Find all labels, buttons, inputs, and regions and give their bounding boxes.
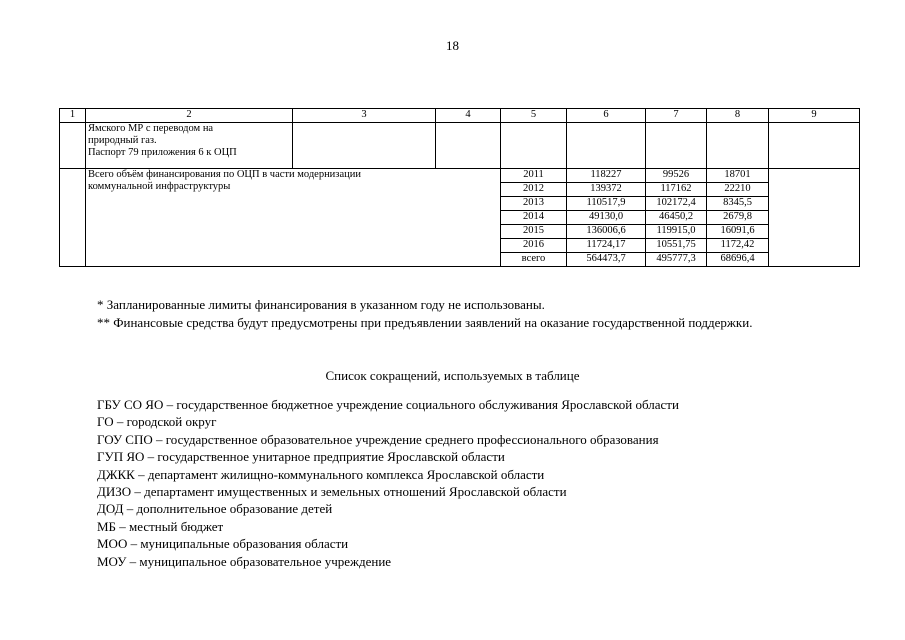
value-cell: 1172,42: [707, 239, 769, 253]
value-cell: 10551,75: [646, 239, 707, 253]
column-header: 8: [707, 109, 769, 123]
year-cell: 2011: [501, 169, 567, 183]
value-cell: 136006,6: [567, 225, 646, 239]
year-cell: 2014: [501, 211, 567, 225]
column-header: 3: [293, 109, 436, 123]
financing-table: [59, 108, 860, 267]
table-cell: [60, 169, 86, 267]
year-cell: 2016: [501, 239, 567, 253]
row1-desc-line: природный газ.: [88, 135, 157, 146]
footnotes: [59, 296, 859, 332]
footnote: * Запланированные лимиты финансирования в указанном году не использованы.: [97, 297, 545, 312]
row1-desc-line: Паспорт 79 приложения 6 к ОЦП: [88, 147, 237, 158]
value-cell: 8345,5: [707, 197, 769, 211]
year-cell: всего: [501, 253, 567, 267]
abbreviation-item: ДОД – дополнительное образование детей: [97, 501, 333, 517]
abbreviation-item: ДЖКК – департамент жилищно-коммунального комплекса Ярославской области: [97, 466, 545, 482]
value-cell: 22210: [707, 183, 769, 197]
page-number: 18: [446, 38, 459, 53]
column-header: 6: [567, 109, 646, 123]
row1-desc-line: Ямского МР с переводом на: [88, 123, 214, 134]
value-cell: 16091,6: [707, 225, 769, 239]
total-description: [86, 169, 501, 267]
table-row: [60, 169, 860, 183]
value-cell: 68696,4: [707, 253, 769, 267]
table-cell: [501, 123, 567, 169]
value-cell: 118227: [567, 169, 646, 183]
table-cell: [646, 123, 707, 169]
value-cell: 102172,4: [646, 197, 707, 211]
value-cell: 11724,17: [567, 239, 646, 253]
table-cell: [60, 123, 86, 169]
table-cell: [567, 123, 646, 169]
abbreviation-item: МБ – местный бюджет: [97, 518, 224, 534]
header-row: [60, 109, 860, 123]
value-cell: 99526: [646, 169, 707, 183]
table-cell: [769, 169, 860, 267]
year-cell: 2013: [501, 197, 567, 211]
table-cell: [769, 123, 860, 169]
abbreviation-item: ГБУ СО ЯО – государственное бюджетное учреждение социального обслуживания Ярославской области: [97, 397, 679, 412]
value-cell: 2679,8: [707, 211, 769, 225]
abbreviation-item: ГУП ЯО – государственное унитарное предприятие Ярославской области: [97, 449, 505, 465]
abbreviation-item: МОУ – муниципальное образовательное учреждение: [97, 553, 392, 569]
abbreviation-item: ДИЗО – департамент имущественных и земельных отношений Ярославской области: [97, 484, 567, 500]
column-header: 9: [769, 109, 860, 123]
table-cell: [436, 123, 501, 169]
value-cell: 495777,3: [646, 253, 707, 267]
table-row: [60, 123, 860, 169]
column-header: 5: [501, 109, 567, 123]
table-cell: [293, 123, 436, 169]
abbreviations-title: Список сокращений, используемых в таблице: [325, 368, 580, 383]
column-header: 1: [60, 109, 86, 123]
year-cell: 2015: [501, 225, 567, 239]
value-cell: 46450,2: [646, 211, 707, 225]
column-header: 2: [86, 109, 293, 123]
year-cell: 2012: [501, 183, 567, 197]
abbreviations-list: [97, 396, 679, 570]
total-desc-line: коммунальной инфраструктуры: [88, 181, 231, 192]
abbreviation-item: МОО – муниципальные образования области: [97, 536, 349, 552]
row1-description: [86, 123, 293, 169]
value-cell: 139372: [567, 183, 646, 197]
total-desc-line: Всего объём финансирования по ОЦП в части модернизации: [88, 169, 361, 180]
footnote: ** Финансовые средства будут предусмотрены при предъявлении заявлений на оказание государственной поддержки.: [97, 315, 753, 330]
abbreviation-item: ГО – городской округ: [97, 414, 217, 430]
abbreviation-item: ГОУ СПО – государственное образовательное учреждение среднего профессионального образования: [97, 431, 659, 447]
value-cell: 119915,0: [646, 225, 707, 239]
value-cell: 564473,7: [567, 253, 646, 267]
value-cell: 49130,0: [567, 211, 646, 225]
value-cell: 18701: [707, 169, 769, 183]
value-cell: 117162: [646, 183, 707, 197]
value-cell: 110517,9: [567, 197, 646, 211]
column-header: 7: [646, 109, 707, 123]
column-header: 4: [436, 109, 501, 123]
table-cell: [707, 123, 769, 169]
